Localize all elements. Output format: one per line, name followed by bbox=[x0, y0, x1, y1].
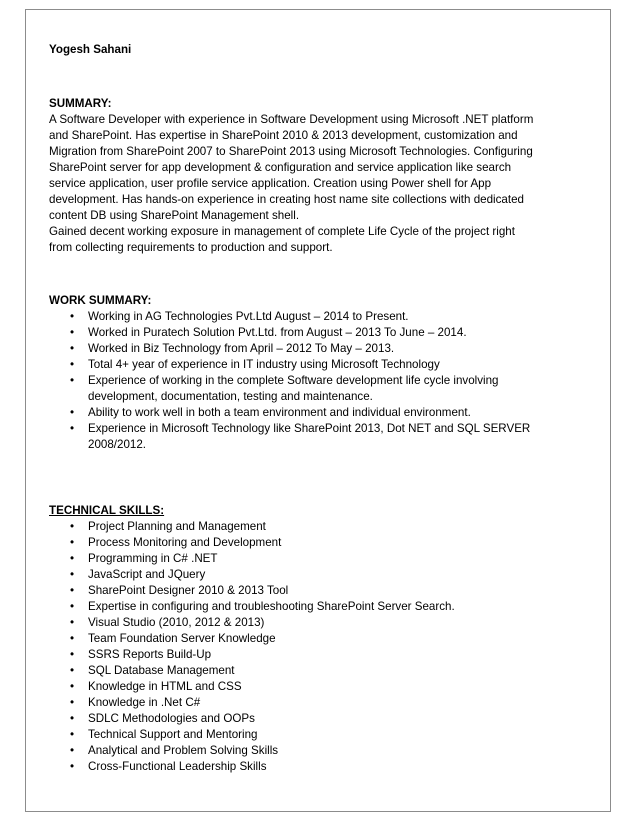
work-summary-item bbox=[49, 405, 589, 421]
technical-skill-text: Visual Studio (2010, 2012 & 2013) bbox=[88, 616, 265, 629]
work-summary-item-text: Worked in Biz Technology from April – 2012 To May – 2013. bbox=[88, 342, 395, 355]
summary-line: SharePoint server for app development & configuration and service application like search bbox=[49, 161, 512, 174]
bullet-icon: • bbox=[70, 760, 75, 773]
technical-skill-item bbox=[49, 551, 589, 567]
technical-skill-text: SSRS Reports Build-Up bbox=[88, 648, 212, 661]
technical-skill-text: SDLC Methodologies and OOPs bbox=[88, 712, 255, 725]
summary-line: development. Has hands-on experience in creating host name site collections with dedicated bbox=[49, 193, 524, 206]
work-summary-item bbox=[49, 357, 589, 373]
technical-skill-item bbox=[49, 583, 589, 599]
bullet-icon: • bbox=[70, 616, 75, 629]
technical-skill-item bbox=[49, 695, 589, 711]
technical-skill-text: Expertise in configuring and troubleshooting SharePoint Server Search. bbox=[88, 600, 455, 613]
work-summary-item-text: development, documentation, testing and maintenance. bbox=[88, 390, 373, 403]
technical-skill-item bbox=[49, 759, 589, 775]
technical-skills-list bbox=[49, 519, 589, 775]
technical-skill-text: Analytical and Problem Solving Skills bbox=[88, 744, 279, 757]
bullet-icon: • bbox=[70, 680, 75, 693]
technical-skill-text: Team Foundation Server Knowledge bbox=[88, 632, 276, 645]
summary-line: from collecting requirements to production and support. bbox=[49, 241, 333, 254]
bullet-icon: • bbox=[70, 584, 75, 597]
bullet-icon: • bbox=[70, 744, 75, 757]
technical-skill-item bbox=[49, 519, 589, 535]
work-summary-item-text: 2008/2012. bbox=[88, 438, 147, 451]
technical-skill-text: Project Planning and Management bbox=[88, 520, 266, 533]
summary-paragraph bbox=[49, 112, 589, 256]
candidate-name: Yogesh Sahani bbox=[49, 43, 132, 56]
work-summary-item bbox=[49, 373, 589, 405]
bullet-icon: • bbox=[70, 632, 75, 645]
summary-line: service application, user profile service application. Creation using Power shell for App bbox=[49, 177, 492, 190]
bullet-icon: • bbox=[70, 728, 75, 741]
summary-heading: SUMMARY: bbox=[49, 97, 112, 110]
bullet-icon: • bbox=[70, 520, 75, 533]
technical-skill-item bbox=[49, 535, 589, 551]
technical-skill-item bbox=[49, 631, 589, 647]
work-summary-item bbox=[49, 325, 589, 341]
summary-line: and SharePoint. Has expertise in SharePoint 2010 & 2013 development, customization and bbox=[49, 129, 518, 142]
technical-skill-item bbox=[49, 567, 589, 583]
technical-skill-text: Knowledge in .Net C# bbox=[88, 696, 201, 709]
bullet-icon: • bbox=[70, 552, 75, 565]
technical-skill-text: Programming in C# .NET bbox=[88, 552, 218, 565]
technical-skill-text: SharePoint Designer 2010 & 2013 Tool bbox=[88, 584, 289, 597]
technical-skill-text: JavaScript and JQuery bbox=[88, 568, 206, 581]
technical-skill-text: Knowledge in HTML and CSS bbox=[88, 680, 242, 693]
technical-skill-item bbox=[49, 647, 589, 663]
summary-line: content DB using SharePoint Management shell. bbox=[49, 209, 300, 222]
work-summary-item-text: Experience in Microsoft Technology like SharePoint 2013, Dot NET and SQL SERVER bbox=[88, 422, 531, 435]
bullet-icon: • bbox=[70, 568, 75, 581]
technical-skills-heading: TECHNICAL SKILLS: bbox=[49, 504, 165, 517]
technical-skill-item bbox=[49, 599, 589, 615]
work-summary-item bbox=[49, 309, 589, 325]
bullet-icon: • bbox=[70, 600, 75, 613]
work-summary-item-text: Worked in Puratech Solution Pvt.Ltd. from August – 2013 To June – 2014. bbox=[88, 326, 467, 339]
bullet-icon: • bbox=[70, 406, 75, 419]
work-summary-item-text: Total 4+ year of experience in IT industry using Microsoft Technology bbox=[88, 358, 440, 371]
bullet-icon: • bbox=[70, 326, 75, 339]
bullet-icon: • bbox=[70, 648, 75, 661]
work-summary-heading: WORK SUMMARY: bbox=[49, 294, 152, 307]
technical-skill-item bbox=[49, 727, 589, 743]
bullet-icon: • bbox=[70, 712, 75, 725]
bullet-icon: • bbox=[70, 664, 75, 677]
work-summary-list bbox=[49, 309, 589, 453]
summary-line: A Software Developer with experience in Software Development using Microsoft .NET platform bbox=[49, 113, 534, 126]
technical-skill-item bbox=[49, 663, 589, 679]
technical-skill-text: Process Monitoring and Development bbox=[88, 536, 282, 549]
work-summary-item bbox=[49, 341, 589, 357]
bullet-icon: • bbox=[70, 374, 75, 387]
technical-skill-text: SQL Database Management bbox=[88, 664, 235, 677]
technical-skill-text: Technical Support and Mentoring bbox=[88, 728, 258, 741]
work-summary-item-text: Experience of working in the complete Software development life cycle involving bbox=[88, 374, 499, 387]
bullet-icon: • bbox=[70, 536, 75, 549]
technical-skill-item bbox=[49, 679, 589, 695]
work-summary-item-text: Ability to work well in both a team environment and individual environment. bbox=[88, 406, 471, 419]
bullet-icon: • bbox=[70, 310, 75, 323]
summary-line: Gained decent working exposure in management of complete Life Cycle of the project right bbox=[49, 225, 515, 238]
bullet-icon: • bbox=[70, 696, 75, 709]
bullet-icon: • bbox=[70, 342, 75, 355]
bullet-icon: • bbox=[70, 358, 75, 371]
work-summary-item-text: Working in AG Technologies Pvt.Ltd August – 2014 to Present. bbox=[88, 310, 409, 323]
technical-skill-item bbox=[49, 743, 589, 759]
technical-skill-item bbox=[49, 711, 589, 727]
work-summary-item bbox=[49, 421, 589, 453]
technical-skill-item bbox=[49, 615, 589, 631]
technical-skill-text: Cross-Functional Leadership Skills bbox=[88, 760, 267, 773]
resume-content bbox=[49, 42, 589, 775]
summary-line: Migration from SharePoint 2007 to SharePoint 2013 using Microsoft Technologies. Configuring bbox=[49, 145, 533, 158]
bullet-icon: • bbox=[70, 422, 75, 435]
